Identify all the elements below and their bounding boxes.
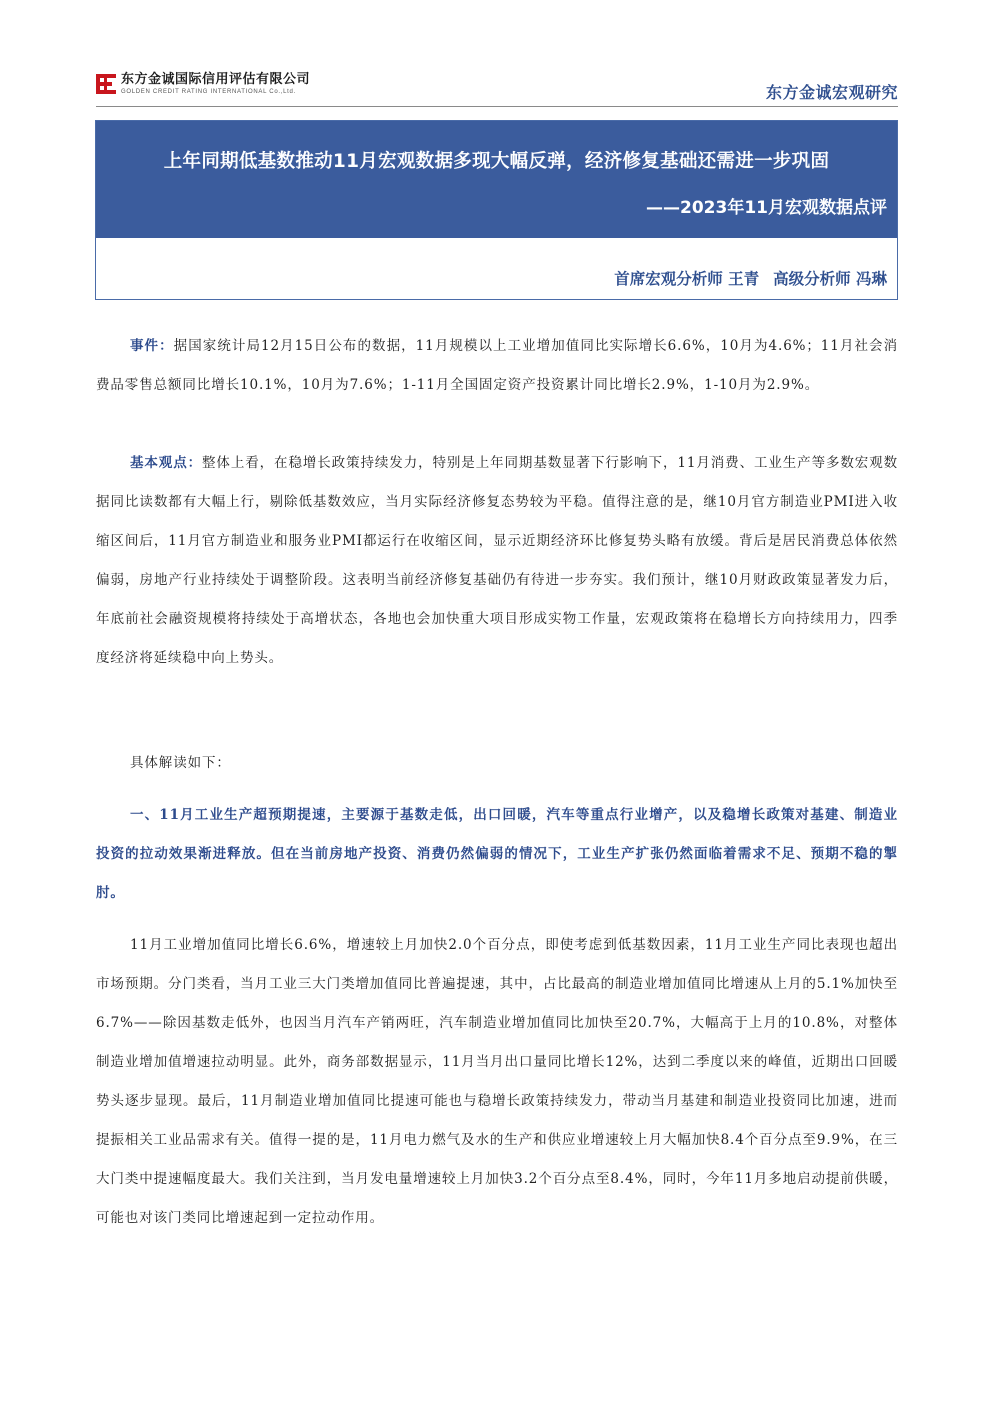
event-text: 据国家统计局12月15日公布的数据，11月规模以上工业增加值同比实际增长6.6%，10月为4.6%；11月社会消费品零售总额同比增长10.1%，10月为7.6%；1-11月全国固定资产投资累计同比增长2.9%，1-10月为2.9%。 [96,338,899,393]
authors-line [600,267,887,289]
detail-heading: 具体解读如下： [130,755,231,771]
series-title: 东方金诚宏观研究 [765,83,898,102]
author-senior: 高级分析师 冯琳 [773,270,887,288]
report-title: 上年同期低基数推动11月宏观数据多现大幅反弹，经济修复基础还需进一步巩固 [163,151,830,172]
company-name-en: GOLDEN CREDIT RATING INTERNATIONAL Co.,Ltd. [121,89,296,95]
view-label: 基本观点： [130,455,203,471]
author-chief: 首席宏观分析师 王青 [614,270,760,288]
page-number: 1 [925,1316,933,1331]
company-name-cn: 东方金诚国际信用评估有限公司 [121,72,311,87]
header-divider [96,106,898,107]
view-text: 整体上看，在稳增长政策持续发力，特别是上年同期基数显著下行影响下，11月消费、工业生产等多数宏观数据同比读数都有大幅上行，剔除低基数效应，当月实际经济修复态势较为平稳。值得注意的是，继10月官方制造业PMI进入收缩区间后，11月官方制造业和服务业PMI都运行在收缩区间，显示近期经济环比修复势头略有放缓。背后是居民消费总体依然偏弱，房地产行业持续处于调整阶段。这表明当前经济修复基础仍有待进一步夯实。我们预计，继10月财政政策显著发力后，年底前社会融资规模将持续处于高增状态，各地也会加快重大项目形成实物工作量，宏观政策将在稳增长方向持续用力，四季度经济将延续稳中向上势头。 [96,455,899,666]
section1-heading: 一、11月工业生产超预期提速，主要源于基数走低，出口回暖，汽车等重点行业增产，以及稳增长政策对基建、制造业投资的拉动效果渐进释放。但在当前房地产投资、消费仍然偏弱的情况下，工业生产扩张仍然面临着需求不足、预期不稳的掣肘。 [96,807,898,901]
title-box [95,120,898,300]
section1-paragraph: 11月工业增加值同比增长6.6%，增速较上月加快2.0个百分点，即使考虑到低基数因素，11月工业生产同比表现也超出市场预期。分门类看，当月工业三大门类增加值同比普遍提速，其中，占比最高的制造业增加值同比增速从上月的5.1%加快至6.7%——除因基数走低外，也因当月汽车产销两旺，汽车制造业增加值同比加快至20.7%，大幅高于上月的10.8%，对整体制造业增加值增速拉动明显。此外，商务部数据显示，11月当月出口量同比增长12%，达到二季度以来的峰值，近期出口回暖势头逐步显现。最后，11月制造业增加值同比提速可能也与稳增长政策持续发力，带动当月基建和制造业投资同比加速，进而提振相关工业品需求有关。值得一提的是，11月电力燃气及水的生产和供应业增速较上月大幅加快8.4个百分点至9.9%，在三大门类中提速幅度最大。我们关注到，当月发电量增速较上月加快3.2个百分点至8.4%，同时，今年11月多地启动提前供暖，可能也对该门类同比增速起到一定拉动作用。 [96,937,898,1226]
report-subtitle: ——2023年11月宏观数据点评 [646,198,887,218]
event-paragraph [96,327,898,405]
page-header [96,70,898,104]
title-banner [96,121,897,238]
company-logo-icon [96,72,118,96]
view-paragraph [96,444,898,678]
company-logo [96,72,310,96]
event-label: 事件： [130,338,174,354]
